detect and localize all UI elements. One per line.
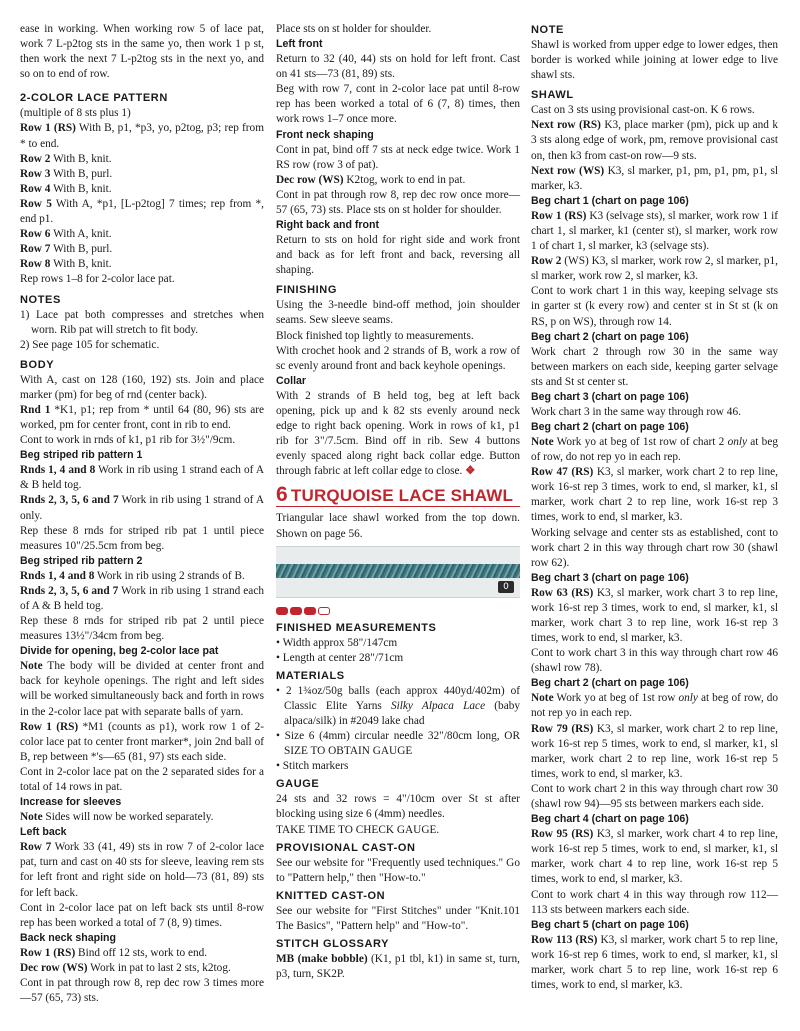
row-text: With A, knit.	[50, 228, 112, 241]
striped-rib-2-heading: Beg striped rib pattern 2	[20, 554, 143, 567]
gauge-check: TAKE TIME TO CHECK GAUGE.	[276, 823, 440, 836]
row-label: Dec row (WS)	[20, 961, 88, 974]
row-label: Row 8	[20, 258, 51, 271]
glossary-heading: STITCH GLOSSARY	[276, 938, 390, 951]
row-text: K3, sl marker, work chart 2 to rep line, work 16-st rep 5 times, work to end, sl marker, k1, sl marker, work chart 2 to rep line, work 16-st rep 5 times, work to end, sl marker, k3.	[531, 722, 778, 780]
chart-2b-note	[531, 435, 778, 465]
row-label: Row 2	[20, 152, 51, 165]
lace-row-8	[20, 257, 264, 272]
finishing-2: Block finished top lightly to measurements.	[276, 329, 474, 342]
row-label: Dec row (WS)	[276, 173, 344, 186]
row-text: With B, p1, *p3, yo, p2tog, p3; rep from * to end.	[20, 122, 264, 150]
row-label: Row 7	[20, 841, 52, 854]
chart-1-heading: Beg chart 1 (chart on page 106)	[531, 194, 689, 207]
row-text: Bind off 12 sts, work to end.	[75, 946, 208, 959]
yarn-swatch-image	[276, 546, 520, 598]
lace-row-7	[20, 242, 264, 257]
shawl-next-ws	[531, 164, 778, 194]
shawl-number: 6	[276, 483, 288, 507]
finishing-3: With crochet hook and 2 strands of B, work a row of sc evenly around front and back keyhole openings.	[276, 344, 520, 372]
divide-heading: Divide for opening, beg 2-color lace pat	[20, 645, 219, 658]
shawl-cast-on: Cast on 3 sts using provisional cast-on. K 6 rows.	[531, 104, 755, 117]
knitted-cast-on-text: See our website for "First Stitches" under "Knit.101 The Basics", "Pattern help" and "How-to".	[276, 904, 520, 932]
rib1-b	[20, 493, 264, 523]
front-neck-dec	[276, 173, 520, 188]
row-label: Row 1 (RS)	[20, 122, 76, 135]
row-label: Rnds 2, 3, 5, 6 and 7	[20, 494, 119, 507]
rib1-a	[20, 463, 264, 493]
material-text: (baby alpaca/silk) in #2049 lake chad	[284, 699, 521, 727]
finished-measurements-heading: FINISHED MEASUREMENTS	[276, 621, 437, 634]
yarn-strand	[276, 564, 520, 578]
body-cont: Cont to work in rnds of k1, p1 rib for 3½"/9cm.	[20, 434, 236, 447]
intro-text: ease in working. When working row 5 of lace pat, work 7 L-p2tog sts in the same yo, then work 1 p st, then work the next 7 L-p2tog sts in the next yo, and so on to end of row.	[20, 23, 264, 81]
lace-multiple: (multiple of 8 sts plus 1)	[20, 107, 131, 120]
row-text: K3, sl marker, p1, pm, p1, pm, p1, sl marker, k3.	[531, 164, 778, 192]
collar-text	[276, 389, 520, 480]
row-text: (WS) K3, sl marker, work row 2, sl marker, p1, sl marker, work row 2, sl marker, k3.	[531, 255, 778, 283]
material-markers: • Stitch markers	[276, 760, 349, 773]
row-label: Rnds 1, 4 and 8	[20, 464, 96, 477]
collar-body: With 2 strands of B held tog, beg at left back opening, pick up and k 82 sts evenly around neck edge to right back opening. Work in rows of k1, p1 rib for 3"/7.5cm. Bind off in rib. Sew 4 buttons evenly spaced along right back collar edge. Button through fabric at left collar edge to close.	[276, 389, 520, 478]
chart-2-text: Work chart 2 through row 30 in the same way between markers on each side, keeping garter selvage sts and St st center st.	[531, 345, 778, 388]
skill-pip-on	[290, 607, 302, 615]
row-text: Work in rib using 2 strands of B.	[94, 569, 245, 582]
left-front-1: Return to 32 (40, 44) sts on hold for left front. Cast on 41 sts—73 (81, 89) sts.	[276, 53, 520, 81]
emphasis: only	[678, 692, 698, 705]
left-front-2: Beg with row 7, cont in 2-color lace pat until 8-row rep has been worked a total of 6 (7, 8) times, then work rows 1–7 once more.	[276, 83, 520, 126]
back-neck-heading: Back neck shaping	[20, 931, 116, 944]
row-113	[531, 933, 778, 993]
row-text: at beg of row, do not rep yo in each rep.	[531, 692, 778, 720]
row-label: Row 1 (RS)	[20, 720, 79, 733]
left-back-cont: Cont in 2-color lace pat on left back sts until 8-row rep has been worked a total of 7 (8, 9) times.	[20, 901, 264, 929]
row-text: Work in rib using 1 strand of A only.	[20, 494, 264, 522]
row-label: Note	[531, 435, 554, 448]
divide-note	[20, 659, 264, 719]
finishing-1: Using the 3-needle bind-off method, join shoulder seams. Sew sleeve seams.	[276, 299, 520, 327]
materials-heading: MATERIALS	[276, 669, 345, 682]
row-label: Row 95 (RS)	[531, 828, 594, 841]
emphasis: only	[727, 435, 748, 448]
lace-repeat: Rep rows 1–8 for 2-color lace pat.	[20, 273, 175, 286]
row-79-cont: Cont to work chart 2 in this way through chart row 30 (shawl row 94)—95 sts between markers each side.	[531, 782, 778, 811]
material-needle: • Size 6 (4mm) circular needle 32"/80cm long, OR SIZE TO OBTAIN GAUGE	[276, 730, 520, 758]
body-text: With A, cast on 128 (160, 192) sts. Join and place marker (pm) for beg of rnd (center back).	[20, 373, 264, 401]
row-label: Row 47 (RS)	[531, 466, 594, 479]
measurement-length: • Length at center 28"/71cm	[276, 651, 404, 664]
row-text: Work yo at beg of 1st row of chart 2	[553, 435, 728, 448]
chart-1-row-1	[531, 209, 778, 254]
row-text: With B, knit.	[50, 258, 112, 271]
shawl-next-rs	[531, 118, 778, 163]
row-text: Work in rib using 1 strand each of A & B held tog.	[20, 584, 264, 612]
row-label: Row 1 (RS)	[531, 209, 587, 222]
shawl-description: Triangular lace shawl worked from the top down. Shown on page 56.	[276, 512, 520, 540]
back-neck-dec	[20, 961, 264, 976]
skill-pip-on	[276, 607, 288, 615]
lace-row-1	[20, 121, 264, 151]
lace-row-6	[20, 227, 264, 242]
divide-row-1	[20, 720, 264, 765]
notes-heading: NOTES	[20, 293, 61, 306]
row-label: Row 3	[20, 167, 51, 180]
row-text: With B, knit.	[50, 152, 112, 165]
row-text: Sides will now be worked separately.	[42, 811, 214, 824]
row-text: Work 33 (41, 49) sts in row 7 of 2-color lace pat, turn and cast on 40 sts for sleeve, leaving rem sts for left front and right side on hold—73 (81, 89) sts for left back.	[20, 841, 264, 899]
shawl-note-heading: NOTE	[531, 24, 564, 36]
column-1	[20, 22, 264, 1006]
lace-row-2	[20, 152, 264, 167]
row-text: Work yo at beg of 1st row	[553, 692, 679, 705]
lace-row-5	[20, 197, 264, 227]
chart-2c-heading: Beg chart 2 (chart on page 106)	[531, 677, 689, 690]
row-95	[531, 827, 778, 887]
increase-heading: Increase for sleeves	[20, 796, 122, 809]
lace-row-4	[20, 182, 264, 197]
gauge-heading: GAUGE	[276, 778, 320, 791]
row-text: at beg of row, do not rep yo in each rep.	[531, 435, 778, 464]
column-2	[276, 22, 520, 982]
lace-pattern-heading: 2-COLOR LACE PATTERN	[20, 92, 168, 105]
row-text: (K1, p1 tbl, k1) in same st, turn, p3, turn, SK2P.	[276, 953, 520, 981]
shawl-title	[276, 483, 520, 507]
column-3	[531, 22, 778, 993]
gauge-text: 24 sts and 32 rows = 4"/10cm over St st after blocking using size 6 (4mm) needles.	[276, 793, 520, 821]
place-text: Place sts on st holder for shoulder.	[276, 23, 432, 35]
row-47-cont: Working selvage and center sts as established, cont to work chart 2 in this way through chart row 30 (shawl row 62).	[531, 526, 778, 569]
left-front-heading: Left front	[276, 38, 323, 51]
row-95-cont: Cont to work chart 4 in this way through row 112—113 sts between markers each side.	[531, 888, 778, 916]
shawl-title-text: TURQUOISE LACE SHAWL	[290, 486, 514, 506]
back-neck-cont: Cont in pat through row 8, rep dec row 3 times more—57 (65, 73) sts.	[20, 976, 264, 1005]
note-1: 1) Lace pat both compresses and stretches when worn. Rib pat will stretch to fit body.	[20, 308, 264, 336]
row-63-cont: Cont to work chart 3 in this way through chart row 46 (shawl row 78).	[531, 647, 778, 675]
row-text: With B, purl.	[50, 243, 113, 256]
yarn-name: Silky Alpaca Lace	[390, 699, 486, 712]
right-back-text: Return to sts on hold for right side and work front and back as for left front and back, reversing all shaping.	[276, 234, 520, 277]
right-back-heading: Right back and front	[276, 219, 379, 232]
shawl-note: Shawl is worked from upper edge to lower edges, then border is worked while joining at lower edge to live shawl sts.	[531, 39, 778, 82]
provisional-text: See our website for "Frequently used techniques." Go to "Pattern help," then "How-to."	[276, 856, 520, 884]
row-text: K2tog, work to end in pat.	[343, 173, 466, 186]
knitted-cast-on-heading: KNITTED CAST-ON	[276, 889, 386, 902]
row-text: *M1 (counts as p1), work row 1 of 2-color lace pat to center front marker*, join 2nd ball of B, rep between *'s—65 (81, 97) sts each side.	[20, 720, 264, 763]
row-label: Row 5	[20, 197, 52, 210]
row-label: Next row (RS)	[531, 119, 601, 132]
front-neck-2: Cont in pat through row 8, rep dec row once more—57 (65, 73) sts. Place sts on st holder for shoulder.	[276, 188, 520, 216]
left-back-heading: Left back	[20, 826, 67, 839]
row-label: Rnd 1	[20, 403, 51, 416]
row-label: Note	[20, 660, 43, 673]
row-79	[531, 722, 778, 782]
row-text: With A, *p1, [L-p2tog] 7 times; rep from *, end p1.	[20, 197, 264, 226]
row-text: K3, sl marker, work chart 5 to rep line, work 16-st rep 6 times, work to end, sl marker, k1, sl marker, work chart 5 to rep line, work 16-st rep 6 times, work to end, sl marker, k3.	[531, 933, 778, 991]
striped-rib-1-heading: Beg striped rib pattern 1	[20, 449, 143, 462]
row-label: Row 7	[20, 243, 51, 256]
front-neck-1: Cont in pat, bind off 7 sts at neck edge twice. Work 1 RS row (row 3 of pat).	[276, 143, 520, 171]
row-label: Row 2	[531, 255, 562, 268]
row-label: MB (make bobble)	[276, 953, 368, 966]
chart-2b-heading: Beg chart 2 (chart on page 106)	[531, 420, 689, 433]
row-text: The body will be divided at center front and back for keyhole openings. The right and left sides will be worked simultaneously back and forth in rows in the 2-color lace pat with separate balls of yarn.	[20, 660, 264, 718]
row-text: Work in rib using 1 strand each of A & B held tog.	[20, 464, 264, 492]
end-diamond-icon: ❖	[465, 465, 476, 478]
row-label: Row 4	[20, 182, 51, 195]
rib2-b	[20, 584, 264, 614]
left-back-row-7	[20, 840, 264, 900]
shawl-heading: SHAWL	[531, 89, 574, 102]
row-label: Note	[20, 811, 43, 824]
row-text: K3, sl marker, work chart 3 to rep line, work 16-st rep 3 times, work to end, sl marker, k1, sl marker, work chart 3 to rep line, work 16-st rep 3 times, work to end, sl marker, k3.	[531, 586, 778, 645]
back-neck-row-1	[20, 946, 264, 961]
chart-5-heading: Beg chart 5 (chart on page 106)	[531, 918, 689, 931]
finishing-heading: FINISHING	[276, 284, 338, 297]
chart-3-text: Work chart 3 in the same way through row 46.	[531, 405, 741, 418]
measurement-width: • Width approx 58"/147cm	[276, 636, 398, 649]
row-text: *K1, p1; rep from * until 64 (80, 96) sts are worked, pm for center front, cont in rib to end.	[20, 403, 264, 432]
divide-cont: Cont in 2-color lace pat on the 2 separated sides for a total of 14 rows in pat.	[20, 765, 264, 794]
rnd-1	[20, 403, 264, 433]
row-63	[531, 586, 778, 646]
row-text: Work in pat to last 2 sts, k2tog.	[87, 961, 231, 974]
chart-2c-note	[531, 691, 778, 721]
row-label: Row 113 (RS)	[531, 933, 598, 946]
chart-3-heading: Beg chart 3 (chart on page 106)	[531, 390, 689, 403]
front-neck-heading: Front neck shaping	[276, 128, 374, 141]
collar-heading: Collar	[276, 374, 307, 387]
rib1-c: Rep these 8 rnds for striped rib pat 1 until piece measures 10"/25.5cm from beg.	[20, 524, 264, 552]
rib2-c: Rep these 8 rnds for striped rib pat 2 until piece measures 13½"/34cm from beg.	[20, 615, 264, 643]
row-text: With B, knit.	[50, 182, 112, 195]
note-2: 2) See page 105 for schematic.	[20, 338, 160, 351]
row-text: With B, purl.	[50, 167, 113, 180]
row-text: K3, place marker (pm), pick up and k 3 sts along edge of work, pm, remove provisional cast on, then k3 from cast-on row—9 sts.	[531, 119, 778, 162]
skill-pip-off	[318, 607, 330, 615]
row-label: Row 6	[20, 228, 51, 241]
skill-pip-on	[304, 607, 316, 615]
row-label: Rnds 2, 3, 5, 6 and 7	[20, 584, 119, 597]
rib2-a	[20, 569, 264, 584]
row-text: K3 (selvage sts), sl marker, work row 1 if chart 1, sl marker, k1 (center st), sl marker, work row 1 of chart 1, sl marker, k3 (selvage sts).	[531, 209, 778, 253]
body-heading: BODY	[20, 358, 55, 371]
row-47	[531, 465, 778, 525]
chart-1-cont: Cont to work chart 1 in this way, keeping selvage sts in garter st (k every row) and center st in St st (k on RS, p on WS), through row 14.	[531, 285, 778, 328]
increase-note	[20, 810, 264, 825]
row-text: K3, sl marker, work chart 2 to rep line, work 16-st rep 3 times, work to end, sl marker, k1, sl marker, work chart 2 to rep line, work 16-st rep 3 times, work to end, sl marker, k3.	[531, 466, 778, 524]
skill-level-icon	[276, 604, 520, 612]
chart-3b-heading: Beg chart 3 (chart on page 106)	[531, 571, 689, 584]
glossary-mb	[276, 952, 520, 982]
row-label: Row 63 (RS)	[531, 586, 594, 599]
yarn-weight-icon: 0	[498, 581, 514, 593]
chart-1-row-2	[531, 254, 778, 284]
lace-row-3	[20, 167, 264, 182]
row-label: Rnds 1, 4 and 8	[20, 569, 95, 582]
row-label: Note	[531, 692, 554, 705]
row-text: K3, sl marker, work chart 4 to rep line, work 16-st rep 5 times, work to end, sl marker, k1, sl marker, work chart 4 to rep line, work 16-st rep 5 times, work to end, sl marker, k3.	[531, 828, 778, 886]
material-text: • 2 1¾oz/50g balls (each approx 440yd/402m) of Classic Elite Yarns	[276, 684, 520, 712]
row-label: Row 79 (RS)	[531, 722, 594, 735]
chart-4-heading: Beg chart 4 (chart on page 106)	[531, 813, 689, 826]
row-label: Row 1 (RS)	[20, 946, 76, 959]
chart-2-heading: Beg chart 2 (chart on page 106)	[531, 330, 689, 343]
row-label: Next row (WS)	[531, 164, 605, 177]
provisional-heading: PROVISIONAL CAST-ON	[276, 841, 416, 854]
material-yarn	[276, 684, 520, 729]
